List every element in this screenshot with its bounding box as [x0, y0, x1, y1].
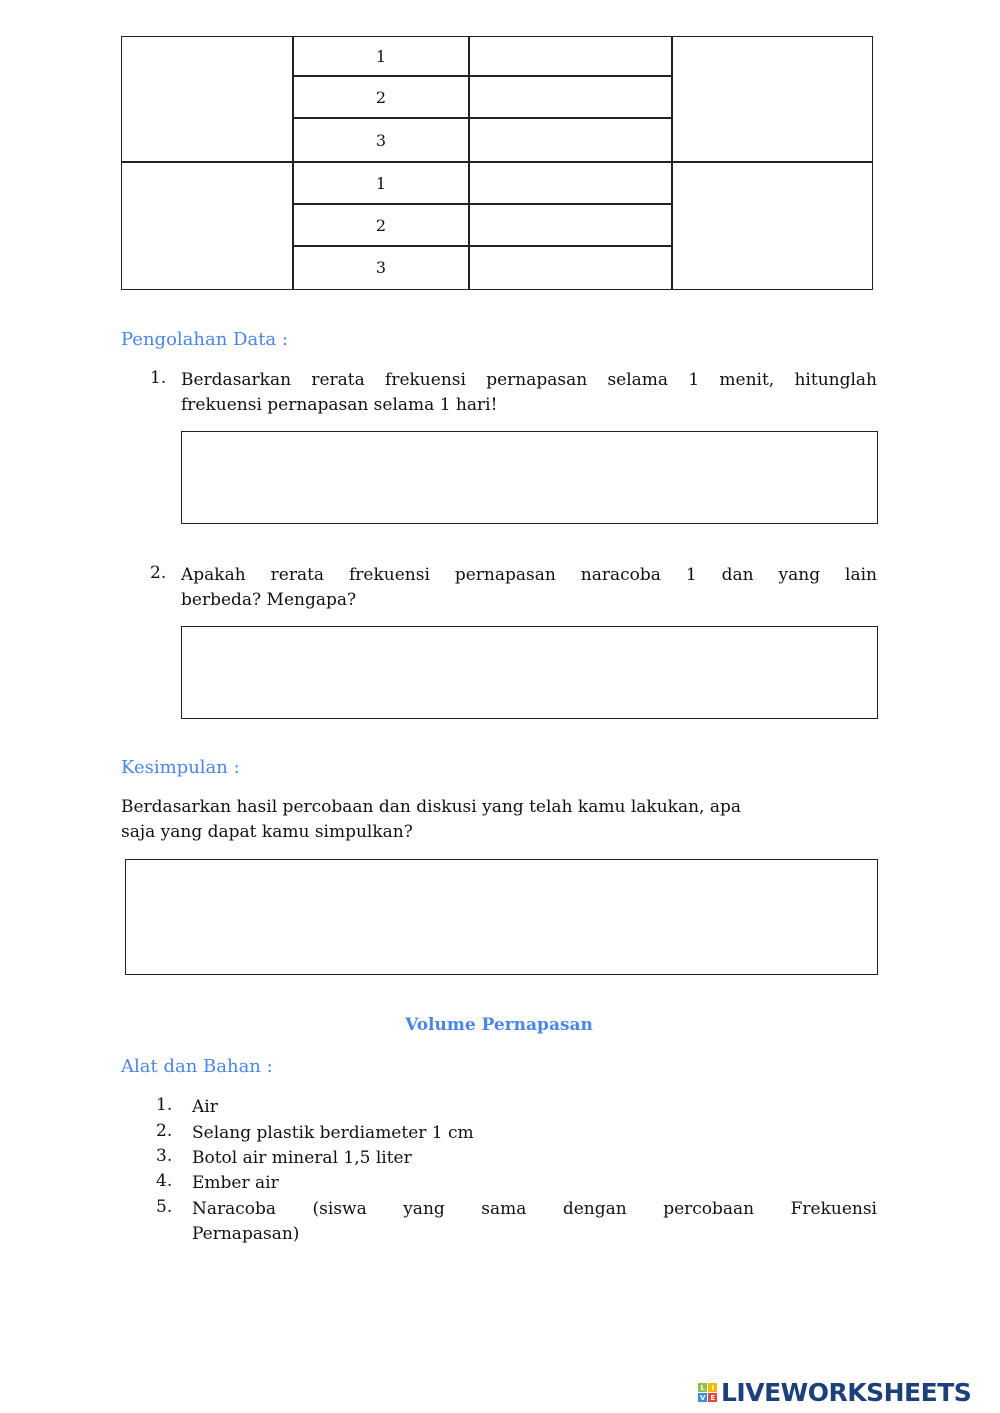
answer-cell[interactable] [468, 117, 673, 163]
question-number: 2. [150, 563, 167, 583]
question-2-line1: Apakah rerata frekuensi pernapasan naracoba 1 dan yang lain [181, 565, 877, 585]
question-number: 1. [150, 368, 167, 388]
list-number: 2. [156, 1121, 173, 1141]
question-1-line2: frekuensi pernapasan selama 1 hari! [181, 395, 498, 415]
kesimpulan-answer-box[interactable] [125, 859, 878, 975]
logo-squares-icon [698, 1383, 717, 1402]
question-1-line1: Berdasarkan rerata frekuensi pernapasan selama 1 menit, hitunglah [181, 370, 877, 390]
list-number: 3. [156, 1146, 173, 1166]
subject-cell-1[interactable] [121, 36, 294, 163]
answer-cell[interactable] [468, 36, 673, 77]
trial-cell: 1 [292, 161, 470, 205]
trial-cell: 3 [292, 117, 470, 163]
answer-box-1[interactable] [181, 431, 878, 524]
answer-cell[interactable] [468, 75, 673, 119]
answer-box-2[interactable] [181, 626, 878, 719]
answer-cell[interactable] [468, 245, 673, 290]
average-cell[interactable] [671, 36, 873, 163]
liveworksheets-logo [698, 1378, 971, 1407]
trial-cell: 3 [292, 245, 470, 290]
list-item: Naracoba (siswa yang sama dengan percobaan Frekuensi [192, 1199, 877, 1219]
list-item: Selang plastik berdiameter 1 cm [192, 1123, 474, 1143]
trial-cell: 2 [292, 75, 470, 119]
trial-cell: 2 [292, 203, 470, 247]
trial-cell: 1 [292, 36, 470, 77]
list-number: 1. [156, 1095, 173, 1115]
subject-cell-2[interactable] [121, 161, 294, 290]
alat-heading: Alat dan Bahan : [121, 1056, 273, 1077]
kesimpulan-line2: saja yang dapat kamu simpulkan? [121, 822, 413, 842]
section-title: Volume Pernapasan [405, 1015, 593, 1035]
list-number: 4. [156, 1171, 173, 1191]
average-cell[interactable] [671, 161, 873, 290]
logo-letter: I [708, 1383, 717, 1392]
question-2-line2: berbeda? Mengapa? [181, 590, 357, 610]
list-item: Ember air [192, 1173, 279, 1193]
logo-letter: V [698, 1393, 707, 1402]
answer-cell[interactable] [468, 161, 673, 205]
logo-letter: E [708, 1393, 717, 1402]
list-item: Air [192, 1097, 218, 1117]
answer-cell[interactable] [468, 203, 673, 247]
pengolahan-heading: Pengolahan Data : [121, 329, 288, 350]
logo-text: LIVEWORKSHEETS [721, 1378, 972, 1407]
kesimpulan-line1: Berdasarkan hasil percobaan dan diskusi yang telah kamu lakukan, apa [121, 797, 741, 817]
list-item-continuation: Pernapasan) [192, 1224, 300, 1244]
list-number: 5. [156, 1197, 173, 1217]
logo-letter: L [698, 1383, 707, 1392]
list-item: Botol air mineral 1,5 liter [192, 1148, 412, 1168]
kesimpulan-heading: Kesimpulan : [121, 757, 240, 778]
